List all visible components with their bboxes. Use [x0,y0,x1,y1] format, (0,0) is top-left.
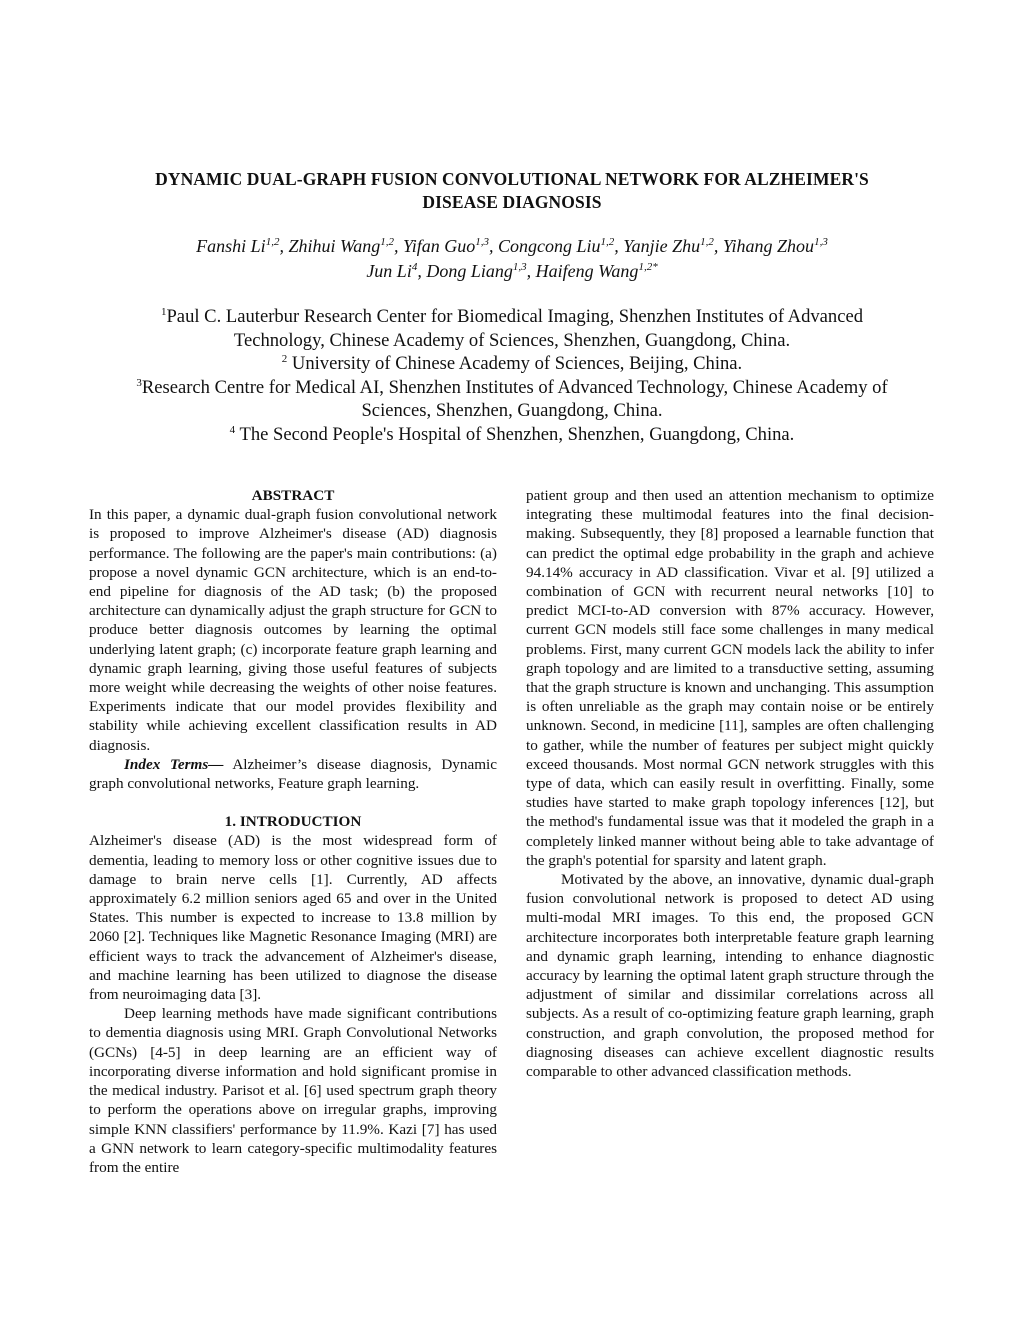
affil-text: University of Chinese Academy of Sciences, Beijing, China. [287,353,743,375]
author-sep: , [417,261,427,281]
intro-paragraph-2-start: Deep learning methods have made significant contributions to dementia diagnosis using MRI. Graph Convolutional Networks (GCNs) [4-5] in deep learning are an efficient way of incorporating diverse information and hold significant promise in the medical industry. Parisot et al. [6] used spectrum graph theory to perform the operations above on irregular graphs, improving simple KNN classifiers' performance by 11.9%. Kazi [7] has used a GNN network to learn category-specific multimodality features from the entire [89,1005,497,1176]
index-terms-text: Alzheimer’s disease diagnosis, Dynamic graph convolutional networks, Feature graph learning. [89,755,497,793]
author-list [60,234,964,284]
abstract-heading: ABSTRACT [251,487,335,504]
author-sep: , [713,236,723,256]
affil-sup: 3 [136,376,142,389]
affil-sup: 2 [281,353,288,365]
author-name: Zhihui Wang [288,236,381,256]
affil-sup: 1 [160,305,167,318]
section-gap [89,793,497,812]
author-sep: , [526,261,536,281]
author-affil-sup: 1,2 [380,236,395,248]
right-column [526,486,934,1081]
author-line-2 [60,259,964,284]
author-affil-sup: 1,3 [475,236,489,248]
paper-title [60,168,964,214]
affil-text: Paul C. Lauterbur Research Center for Biomedical Imaging, Shenzhen Institutes of Advanced [166,306,864,327]
affiliation-2 [70,352,954,376]
author-affil-sup: 1,2* [638,261,658,273]
affiliation-4 [70,423,954,447]
author-affil-sup: 1,2 [700,236,714,248]
intro-paragraph-2-cont: patient group and then used an attention mechanism to optimize integrating these multimodal features into the final decision-making. Subsequently, they [8] proposed a learnable function that can predict the optimal edge probability in the graph and achieve 94.14% accuracy in AD classification. Vivar et al. [9] utilized a combination of GCN with recurrent neural networks [10] to predict MCI-to-AD conversion with 87% accuracy. However, current GCN models still face some challenges in many medical problems. First, many current GCN models lack the ability to infer graph topology and are limited to a transductive setting, assuming that the graph structure is known and unchanging. This assumption is often unreliable as the graph may contain noise or be entirely unknown. Second, in medicine [11], samples are often challenging to gather, while the number of features per subject might quickly exceed thousands. Most normal GCN network struggles with this type of data, which can easily result in overfitting. Finally, some studies have started to make graph topology inferences [12], but the method's fundamental issue was that it modeled the graph in a completely linked manner without being able to take advantage of the graph's potential for sparsity and latent graph. [526,487,934,869]
author-sep: , [394,236,404,256]
author-name: Dong Liang [426,261,513,281]
author-affil-sup: 1,2 [600,236,615,248]
author-affil-sup: 1,2 [265,236,280,248]
author-affil-sup: 1,3 [814,236,828,248]
author-sep: , [279,236,289,256]
affiliation-1-line-2: Technology, Chinese Academy of Sciences, Shenzhen, Guangdong, China. [233,329,791,351]
affil-text: Research Centre for Medical AI, Shenzhen Institutes of Advanced Technology, Chinese Academy of [141,376,888,398]
intro-paragraph-3: Motivated by the above, an innovative, dynamic dual-graph fusion convolutional network is proposed to detect AD using multi-modal MRI images. To this end, the proposed GCN architecture incorporates both interpretable feature graph learning and dynamic graph learning, intending to enhance diagnostic accuracy by learning the optimal latent graph structure through the adjustment of similar and dissimilar correlations across all subjects. As a result of co-optimizing feature graph learning, graph construction, and graph convolution, the proposed method for diagnosing diseases can achieve excellent diagnostic results comparable to other advanced classification methods. [526,871,934,1081]
index-terms [89,755,497,793]
introduction-heading: 1. INTRODUCTION [224,813,362,831]
affil-text: The Second People's Hospital of Shenzhen, Shenzhen, Guangdong, China. [235,423,795,445]
author-name: Fanshi Li [196,236,266,256]
abstract-body: In this paper, a dynamic dual-graph fusion convolutional network is proposed to improve Alzheimer's disease (AD) diagnosis performance. The following are the paper's main contributions: (a) propose a novel dynamic GCN architecture, which is an end-to-end pipeline for diagnosis of the AD task; (b) the proposed architecture can dynamically adjust the graph structure for GCN to produce better diagnosis outcomes by learning the optimal underlying latent graph; (c) incorporate feature graph learning and dynamic graph learning, giving those useful features of subjects more weight while decreasing the weights of other noise features. Experiments indicate that our model provides flexibility and stability while achieving excellent classification results in AD diagnosis. [89,506,497,754]
author-sep: , [488,236,498,256]
affiliations [70,305,954,447]
author-name: Congcong Liu [497,236,601,256]
author-name: Yifan Guo [403,236,476,256]
author-name: Yanjie Zhu [623,236,701,256]
intro-paragraph-1: Alzheimer's disease (AD) is the most widespread form of dementia, leading to memory loss or other cognitive issues due to damage to brain nerve cells [1]. Currently, AD affects approximately 6.2 million seniors aged 65 and over in the United States. This number is expected to increase to 13.8 million by 2060 [2]. Techniques like Magnetic Resonance Imaging (MRI) are efficient ways to track the advancement of Alzheimer's disease, and machine learning has been utilized to diagnose the disease from neuroimaging data [3]. [89,832,497,1004]
affil-sup: 4 [229,423,236,436]
author-affil-sup: 4 [411,261,418,273]
title-line-1: DYNAMIC DUAL-GRAPH FUSION CONVOLUTIONAL NETWORK FOR ALZHEIMER'S [155,169,869,189]
author-name: Jun Li [366,261,412,281]
author-name: Yihang Zhou [722,236,815,256]
title-line-2: DISEASE DIAGNOSIS [422,192,602,212]
affiliation-1-line-1 [70,305,954,329]
left-column [89,486,497,1177]
author-affil-sup: 1,3 [512,261,527,273]
affiliation-3-line-2: Sciences, Shenzhen, Guangdong, China. [361,400,663,422]
author-line-1 [60,234,964,259]
author-sep: , [614,236,624,256]
affiliation-3-line-1 [70,376,954,400]
index-terms-label: Index Terms— [124,755,224,773]
author-name: Haifeng Wang [535,261,639,281]
